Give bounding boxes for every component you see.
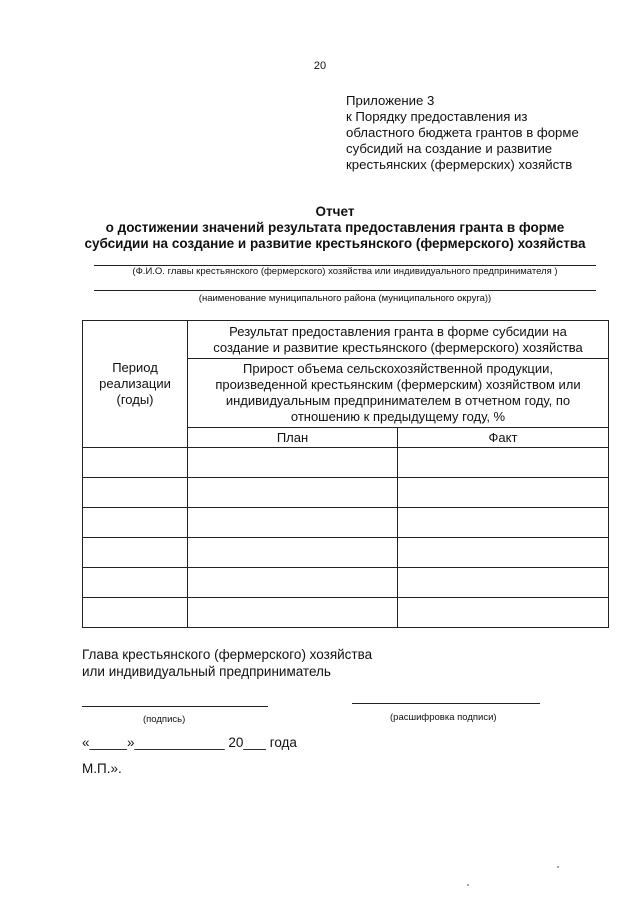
fact-cell[interactable] [398,478,609,508]
title-line: о достижении значений результата предоставления гранта в форме [105,220,565,235]
period-cell[interactable] [83,568,188,598]
period-header-line: Период [112,360,158,375]
appendix-line: областного бюджета грантов в форме [346,125,579,140]
page-number: 20 [313,60,327,72]
district-underline [94,290,596,291]
appendix-line: субсидий на создание и развитие [346,141,553,156]
fact-cell[interactable] [398,538,609,568]
period-header-line: (годы) [116,392,154,407]
head-title-line: или индивидуальный предприниматель [82,664,331,679]
table-row [83,568,609,598]
indicator-header [188,359,609,428]
signature-block [82,646,372,680]
district-caption: (наименование муниципального района (муниципального округа)) [198,293,492,304]
decoding-underline [352,703,540,704]
indicator-header-line: отношению к предыдущему году, % [290,409,506,424]
period-cell[interactable] [83,598,188,628]
head-title-line: Глава крестьянского (фермерского) хозяйства [82,647,373,662]
scan-speck [557,866,559,868]
period-cell[interactable] [83,478,188,508]
result-header-line: создание и развитие крестьянского (фермерского) хозяйства [213,339,583,355]
fio-caption: (Ф.И.О. главы крестьянского (фермерского) хозяйства или индивидуального предпринимателя ) [132,266,558,277]
plan-cell[interactable] [188,478,398,508]
plan-column-header: План [188,428,398,448]
result-header-line: Результат предоставления гранта в форме субсидии на [229,323,567,339]
appendix-note [346,93,626,173]
period-cell[interactable] [83,538,188,568]
decoding-caption: (расшифровка подписи) [390,712,497,723]
fact-cell[interactable] [398,448,609,478]
plan-cell[interactable] [188,538,398,568]
table-row [83,598,609,628]
fact-cell[interactable] [398,598,609,628]
stamp-mark: М.П.». [82,761,122,776]
signature-caption: (подпись) [143,714,186,725]
period-cell[interactable] [83,448,188,478]
table-row [83,448,609,478]
indicator-header-line: Прирост объема сельскохозяйственной продукции, [243,361,553,376]
fact-cell[interactable] [398,568,609,598]
table-row [83,508,609,538]
plan-cell[interactable] [188,598,398,628]
indicator-header-line: индивидуальным предпринимателем в отчетном году, по [225,393,571,408]
indicator-header-line: произведенной крестьянским (фермерским) хозяйством или [215,377,581,392]
table-row [83,538,609,568]
scan-speck [467,884,469,886]
period-header-line: реализации [99,376,171,391]
period-header [83,321,188,448]
title-heading: Отчет [315,204,355,219]
period-cell[interactable] [83,508,188,538]
appendix-line: к Порядку предоставления из [346,109,528,124]
appendix-line: крестьянских (фермерских) хозяйств [346,157,573,172]
appendix-line: Приложение 3 [346,93,435,108]
result-header [188,321,609,359]
title-line: субсидии на создание и развитие крестьянского (фермерского) хозяйства [84,236,586,251]
table-row [83,478,609,508]
report-table [82,320,609,628]
plan-cell[interactable] [188,568,398,598]
signature-underline [82,706,268,707]
date-line: «_____»____________ 20___ года [82,735,297,750]
plan-cell[interactable] [188,508,398,538]
report-title [60,204,610,252]
plan-cell[interactable] [188,448,398,478]
fact-cell[interactable] [398,508,609,538]
fact-column-header: Факт [398,428,609,448]
